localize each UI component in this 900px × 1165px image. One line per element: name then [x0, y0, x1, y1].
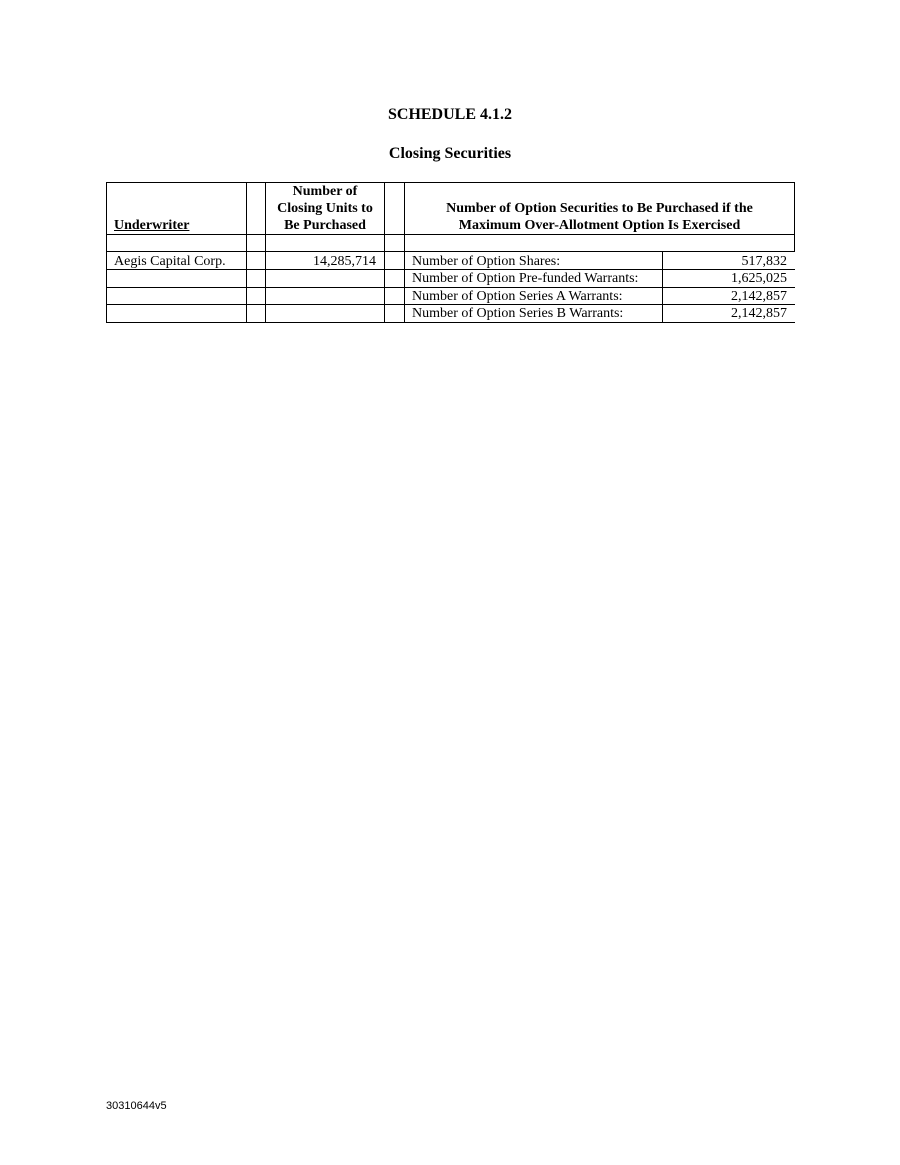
- header-closing-units-line: Closing Units to: [277, 201, 373, 216]
- option-label: Number of Option Pre-funded Warrants:: [412, 271, 639, 286]
- underwriter-name: Aegis Capital Corp.: [114, 254, 226, 269]
- document-id: 30310644v5: [106, 1100, 167, 1112]
- header-option-securities: [405, 200, 794, 234]
- option-value: 2,142,857: [731, 306, 787, 321]
- header-underwriter: Underwriter: [114, 218, 190, 233]
- schedule-subtitle: Closing Securities: [388, 145, 512, 162]
- table-rule: [106, 182, 107, 323]
- header-option-line: Number of Option Securities to Be Purchased if the: [446, 201, 753, 216]
- header-closing-units-line: Number of: [292, 184, 358, 199]
- option-value: 517,832: [741, 254, 787, 269]
- option-value: 1,625,025: [731, 271, 787, 286]
- table-rule: [106, 182, 795, 183]
- option-label: Number of Option Series B Warrants:: [412, 306, 624, 321]
- header-option-line: Maximum Over-Allotment Option Is Exercised: [458, 218, 741, 233]
- table-rule: [384, 182, 385, 323]
- option-label: Number of Option Series A Warrants:: [412, 289, 623, 304]
- option-label: Number of Option Shares:: [412, 254, 561, 269]
- option-value: 2,142,857: [731, 289, 787, 304]
- table-rule: [246, 182, 247, 323]
- table-rule: [106, 251, 795, 252]
- schedule-title: SCHEDULE 4.1.2: [387, 106, 513, 123]
- closing-securities-table: [0, 0, 900, 400]
- closing-units-value: 14,285,714: [313, 254, 376, 269]
- header-closing-units: [266, 183, 384, 234]
- table-rule: [794, 182, 795, 252]
- header-closing-units-line: Be Purchased: [284, 218, 366, 233]
- table-rule: [106, 322, 795, 323]
- table-rule: [106, 234, 795, 235]
